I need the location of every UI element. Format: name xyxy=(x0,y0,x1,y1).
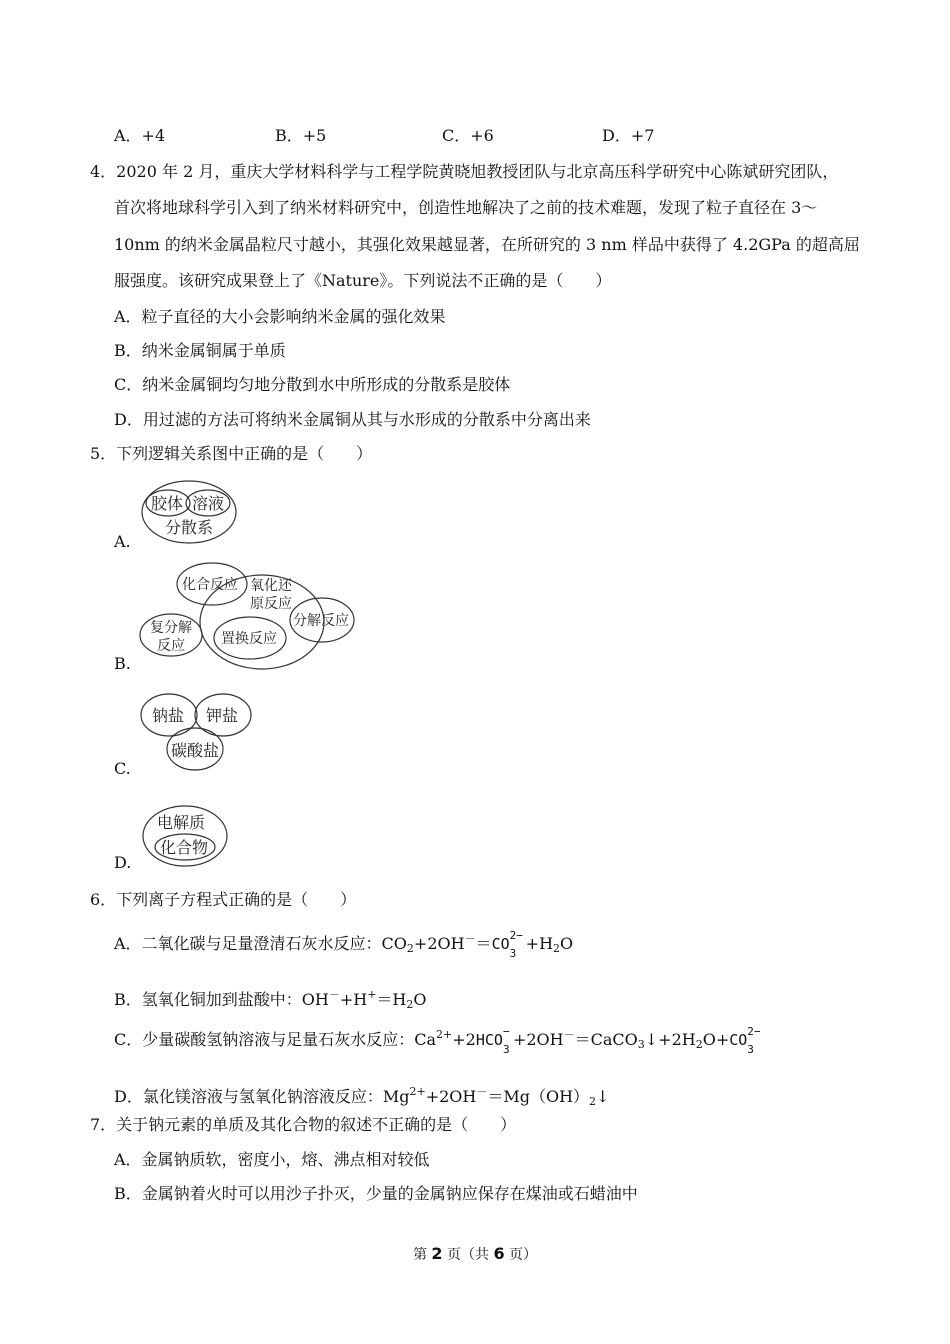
venn-d-label-compound: 化合物 xyxy=(160,838,209,857)
q6-stem: 6．下列离子方程式正确的是（ ） xyxy=(90,890,357,909)
current-page-number: 2 xyxy=(431,1244,443,1263)
venn-b-label-redox-2: 原反应 xyxy=(250,596,292,612)
carbonate-ion: CO 2− 3 xyxy=(729,1025,761,1056)
q4-stem-line-1: 4．2020 年 2 月，重庆大学材料科学与工程学院黄晓旭教授团队与北京高压科学研究中心陈斌研究团队， xyxy=(90,162,839,181)
q6-option-d: D．氯化镁溶液与氢氧化钠溶液反应：$Mg^{2+}+2OH^-=Mg(OH)_2↓$ xyxy=(114,1085,610,1108)
venn-c-label-potassium: 钾盐 xyxy=(206,706,239,725)
q4-stem-line-3: 10nm 的纳米金属晶粒尺寸越小，其强化效果越显著，在所研究的 3 nm 样品中获得了 4.2GPa 的超高屈 xyxy=(114,235,860,254)
venn-a-label-solution: 溶液 xyxy=(192,494,225,513)
bicarbonate-ion: HCO − 3 xyxy=(475,1025,510,1056)
q4-option-c: C．纳米金属铜均匀地分散到水中所形成的分散系是胶体 xyxy=(114,375,511,394)
q4-stem-line-2: 首次将地球科学引入到了纳米材料研究中，创造性地解决了之前的技术难题，发现了粒子直径在 3～ xyxy=(114,198,818,217)
q6-option-a: A．二氧化碳与足量澄清石灰水反应：$CO_2+2OH^-=CO$ 2− 3 $+H_2O$ xyxy=(114,929,574,960)
q3-option-b: B．+5 xyxy=(275,126,327,145)
venn-a-label-dispersion: 分散系 xyxy=(165,518,214,537)
venn-b-label-decomposition: 分解反应 xyxy=(293,613,349,629)
q4-stem-line-4: 服强度。该研究成果登上了《Nature》。下列说法不正确的是（ ） xyxy=(114,271,612,290)
q7-stem: 7．关于钠元素的单质及其化合物的叙述不正确的是（ ） xyxy=(90,1115,517,1134)
venn-b-label-combination: 化合反应 xyxy=(182,577,238,593)
q7-option-b: B．金属钠着火时可以用沙子扑灭，少量的金属钠应保存在煤油或石蜡油中 xyxy=(114,1184,638,1203)
venn-b-label-displacement: 置换反应 xyxy=(221,631,277,647)
venn-a-label-colloid: 胶体 xyxy=(151,494,184,513)
q5-stem: 5．下列逻辑关系图中正确的是（ ） xyxy=(90,444,373,463)
q3-option-d: D．+7 xyxy=(602,126,655,145)
venn-c-label-sodium: 钠盐 xyxy=(152,706,185,725)
venn-diagram-d xyxy=(138,802,232,870)
total-page-number: 6 xyxy=(493,1244,505,1263)
q5-label-c: C. xyxy=(114,759,131,778)
q4-option-b: B．纳米金属铜属于单质 xyxy=(114,341,286,360)
q6-option-c: C．少量碳酸氢钠溶液与足量石灰水反应：$Ca^{2+}+2HCO$ − 3 $+2OH^-=CaCO_3↓+2H_2O+CO$ 2− 3 xyxy=(114,1025,761,1056)
venn-diagram-c xyxy=(138,690,256,774)
venn-b-label-double-2: 反应 xyxy=(157,638,185,654)
venn-b-label-redox-1: 氧化还 xyxy=(250,578,292,594)
q4-option-a: A．粒子直径的大小会影响纳米金属的强化效果 xyxy=(114,307,446,326)
q5-label-a: A. xyxy=(114,532,131,551)
q3-option-a: A．+4 xyxy=(114,126,166,145)
venn-c-label-carbonate: 碳酸盐 xyxy=(171,741,220,760)
q6-option-b: B．氢氧化铜加到盐酸中：$OH^-+H^+=H_2O$ xyxy=(114,988,427,1011)
venn-diagram-b xyxy=(138,560,360,672)
carbonate-ion: CO 2− 3 xyxy=(491,929,523,960)
q5-label-d: D. xyxy=(114,853,132,872)
venn-d-label-electrolyte: 电解质 xyxy=(157,813,206,832)
page-footer: 第 2 页（共 6 页） xyxy=(412,1244,538,1263)
venn-b-label-double-1: 复分解 xyxy=(150,620,192,636)
q4-option-d: D．用过滤的方法可将纳米金属铜从其与水形成的分散系中分离出来 xyxy=(114,410,591,429)
q3-option-c: C．+6 xyxy=(442,126,494,145)
q7-option-a: A．金属钠质软，密度小，熔、沸点相对较低 xyxy=(114,1150,430,1169)
q5-label-b: B. xyxy=(114,654,131,673)
venn-diagram-a xyxy=(138,478,240,546)
